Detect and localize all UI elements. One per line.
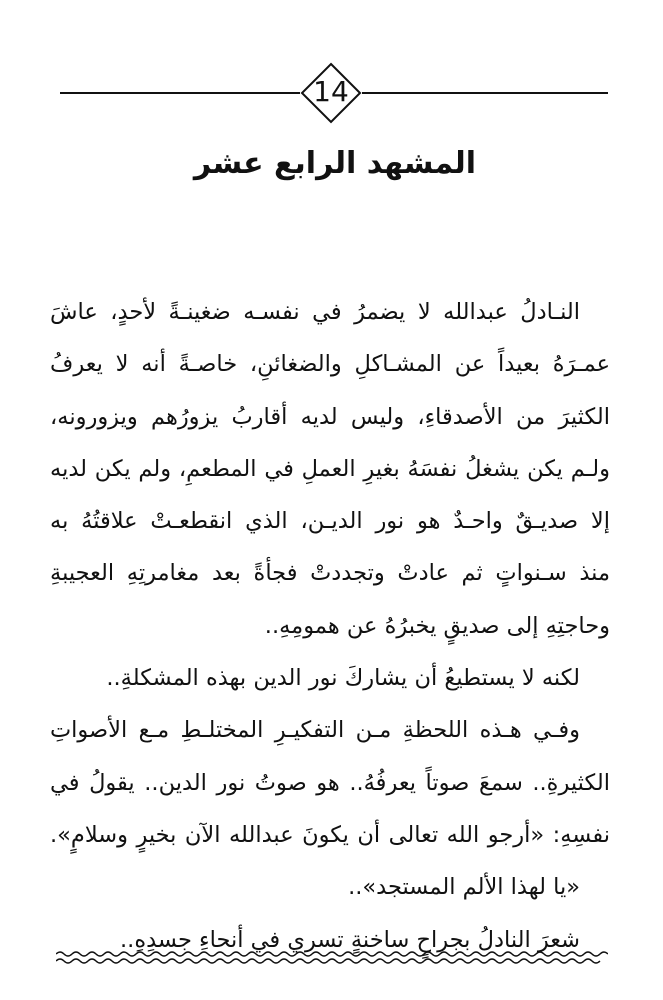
text-line: ولـم يكن يشغلُ نفسَهُ بغيرِ العملِ في المطعمِ، ولم يكن لديه [50, 455, 610, 482]
text-line: الكثيرَ من الأصدقاءِ، وليس لديه أقاربُ يزورُهم ويزورونه، [50, 403, 610, 430]
text-line: شعرَ النادلُ بجراحٍ ساخنةٍ تسري في أنحاءِ جسدِهِ.. [120, 926, 580, 953]
text-line: نفسِهِ: «أرجو الله تعالى أن يكونَ عبدالله الآن بخيرٍ وسلامٍ». [50, 821, 610, 848]
body-text [50, 286, 610, 966]
text-line: الكثيرةِ.. سمعَ صوتاً يعرفُهُ.. هو صوتُ نور الدين.. يقولُ في [50, 769, 610, 796]
text-line: «يا لهذا الألم المستجد».. [348, 874, 580, 901]
text-line: وحاجتِهِ إلى صديقٍ يخبرُهُ عن همومِهِ.. [264, 612, 610, 639]
text-line: منذ سـنواتٍ ثم عادتْ وتجددتْ فجأةً بعد مغامرتِهِ العجيبةِ [50, 560, 610, 587]
header-rule-right [362, 92, 608, 94]
text-line: لكنه لا يستطيعُ أن يشاركَ نور الدين بهذه المشكلةِ.. [106, 665, 580, 692]
chapter-title: المشهد الرابع عشر [193, 146, 477, 181]
text-line: إلا صديـقٌ واحـدٌ هو نور الديـن، الذي انقطعـتْ علاقتُهُ به [50, 508, 610, 535]
footer-wave-ornament [56, 948, 608, 968]
header-rule-left [60, 92, 300, 94]
text-line: وفـي هـذه اللحظةِ مـن التفكيـرِ المختلـطِ مـع الأصواتِ [50, 717, 580, 744]
text-line: عمـرَهُ بعيداً عن المشـاكلِ والضغائنِ، خاصـةً أنه لا يعرفُ [50, 351, 610, 378]
text-line: النـادلُ عبدالله لا يضمرُ في نفسـه ضغينـةً لأحدٍ، عاشَ [50, 299, 580, 325]
page-number: 14 [313, 75, 349, 108]
